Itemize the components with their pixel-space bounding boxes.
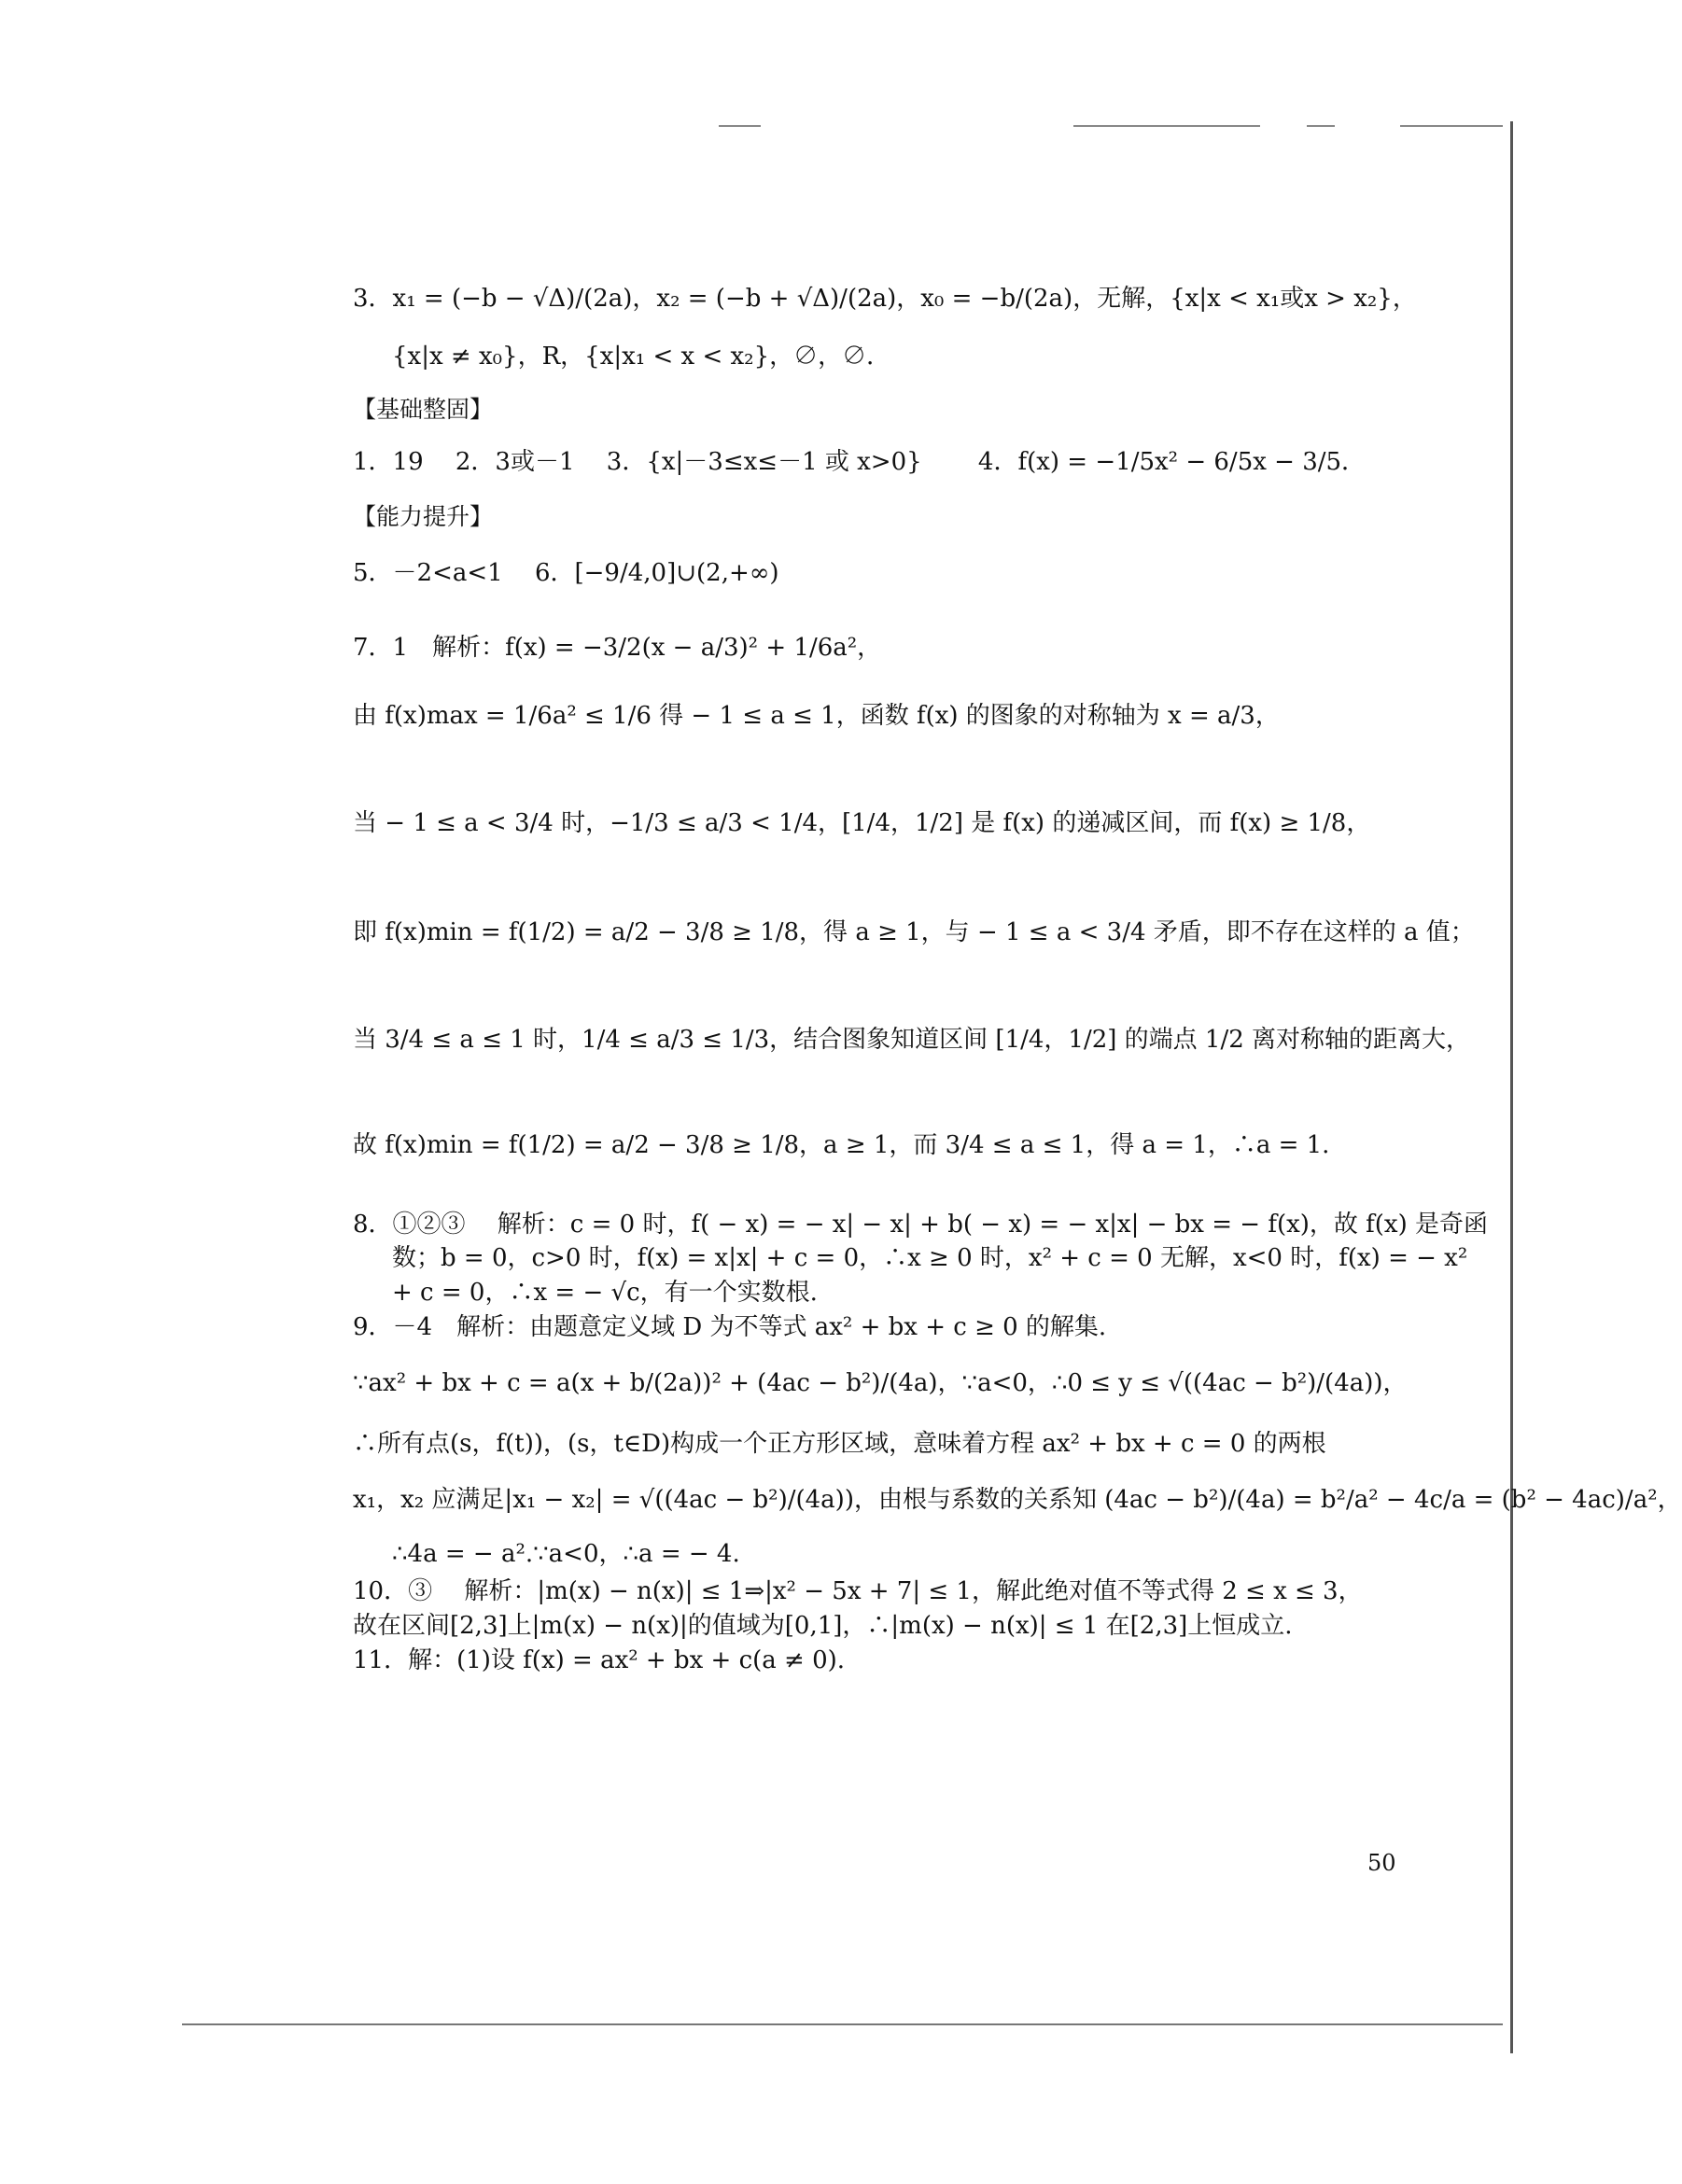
page-edge-bottom: [182, 2023, 1503, 2025]
answer-7-line-4: 当 3/4 ≤ a ≤ 1 时，1/4 ≤ a/3 ≤ 1/3，结合图象知道区间 [1/4，1/2] 的端点 1/2 离对称轴的距离大，: [353, 1026, 1471, 1054]
answer-8-line-1: 8．①②③ 解析：c = 0 时，f( − x) = − x| − x| + b( − x) = − x|x| − bx = − f(x)，故 f(x) 是奇函: [353, 1211, 1488, 1239]
answer-10-line-2: 故在区间[2,3]上|m(x) − n(x)|的值域为[0,1]，∴|m(x) − n(x)| ≤ 1 在[2,3]上恒成立.: [353, 1612, 1293, 1640]
answer-9-line-5: ∴4a = − a².∵a<0，∴a = − 4.: [392, 1540, 740, 1568]
page-number: 50: [1367, 1850, 1396, 1876]
answer-11-line-1: 11．解：(1)设 f(x) = ax² + bx + c(a ≠ 0).: [353, 1646, 846, 1674]
answers-5-6: 5．－2<a<1 6．[−9/4,0]∪(2,+∞): [353, 559, 779, 587]
answer-10-line-1: 10．③ 解析：|m(x) − n(x)| ≤ 1⇒|x² − 5x + 7| ≤ 1，解此绝对值不等式得 2 ≤ x ≤ 3，: [353, 1577, 1363, 1605]
answers-basic: 1．19 2．3或－1 3．{x|－3≤x≤－1 或 x>0} 4．f(x) = −1/5x² − 6/5x − 3/5．: [353, 448, 1367, 476]
scan-artifact-line: [1073, 125, 1260, 127]
answer-7-line-5: 故 f(x)min = f(1/2) = a/2 − 3/8 ≥ 1/8，a ≥ 1，而 3/4 ≤ a ≤ 1，得 a = 1，∴a = 1.: [353, 1131, 1330, 1159]
page-edge-right: [1510, 121, 1513, 2053]
answer-7-line-2: 当 − 1 ≤ a < 3/4 时，−1/3 ≤ a/3 < 1/4，[1/4，1/2] 是 f(x) 的递减区间，而 f(x) ≥ 1/8，: [353, 809, 1371, 837]
answer-9-line-2: ∵ax² + bx + c = a(x + b/(2a))² + (4ac − b²)/(4a)，∵a<0，∴0 ≤ y ≤ √((4ac − b²)/(4a))，: [353, 1369, 1408, 1397]
section-heading-advanced: 【能力提升】: [353, 503, 494, 530]
answer-7-intro: 7．1 解析：f(x) = −3/2(x − a/3)² + 1/6a²，: [353, 634, 882, 662]
answer-7-line-1: 由 f(x)max = 1/6a² ≤ 1/6 得 − 1 ≤ a ≤ 1，函数 f(x) 的图象的对称轴为 x = a/3，: [353, 702, 1280, 730]
scan-artifact-line: [1400, 125, 1503, 127]
scan-artifact-line: [719, 125, 761, 127]
answer-9-line-3: ∴所有点(s，f(t))，(s，t∈D)构成一个正方形区域，意味着方程 ax² + bx + c = 0 的两根: [353, 1430, 1326, 1458]
answer-8-line-3: + c = 0，∴x = − √c，有一个实数根.: [392, 1279, 818, 1307]
answer-7-line-3: 即 f(x)min = f(1/2) = a/2 − 3/8 ≥ 1/8，得 a ≥ 1，与 − 1 ≤ a < 3/4 矛盾，即不存在这样的 a 值；: [353, 918, 1475, 946]
answer-8-line-2: 数；b = 0，c>0 时，f(x) = x|x| + c = 0，∴x ≥ 0 时，x² + c = 0 无解，x<0 时，f(x) = − x²: [392, 1244, 1468, 1272]
section-heading-basic: 【基础整固】: [353, 396, 494, 423]
line-3-sets: {x|x ≠ x₀}，R，{x|x₁ < x < x₂}，∅，∅．: [392, 343, 891, 371]
line-3-roots: 3．x₁ = (−b − √Δ)/(2a)，x₂ = (−b + √Δ)/(2a)，x₀ = −b/(2a)，无解，{x|x < x₁或x > x₂}，: [353, 285, 1417, 313]
answer-9-line-4: x₁，x₂ 应满足|x₁ − x₂| = √((4ac − b²)/(4a))，由根与系数的关系知 (4ac − b²)/(4a) = b²/a² − 4c/a = (b² − 4ac)/a²，: [353, 1486, 1682, 1514]
scan-artifact-line: [1307, 125, 1335, 127]
answer-9-line-1: 9．－4 解析：由题意定义域 D 为不等式 ax² + bx + c ≥ 0 的解集.: [353, 1313, 1107, 1341]
